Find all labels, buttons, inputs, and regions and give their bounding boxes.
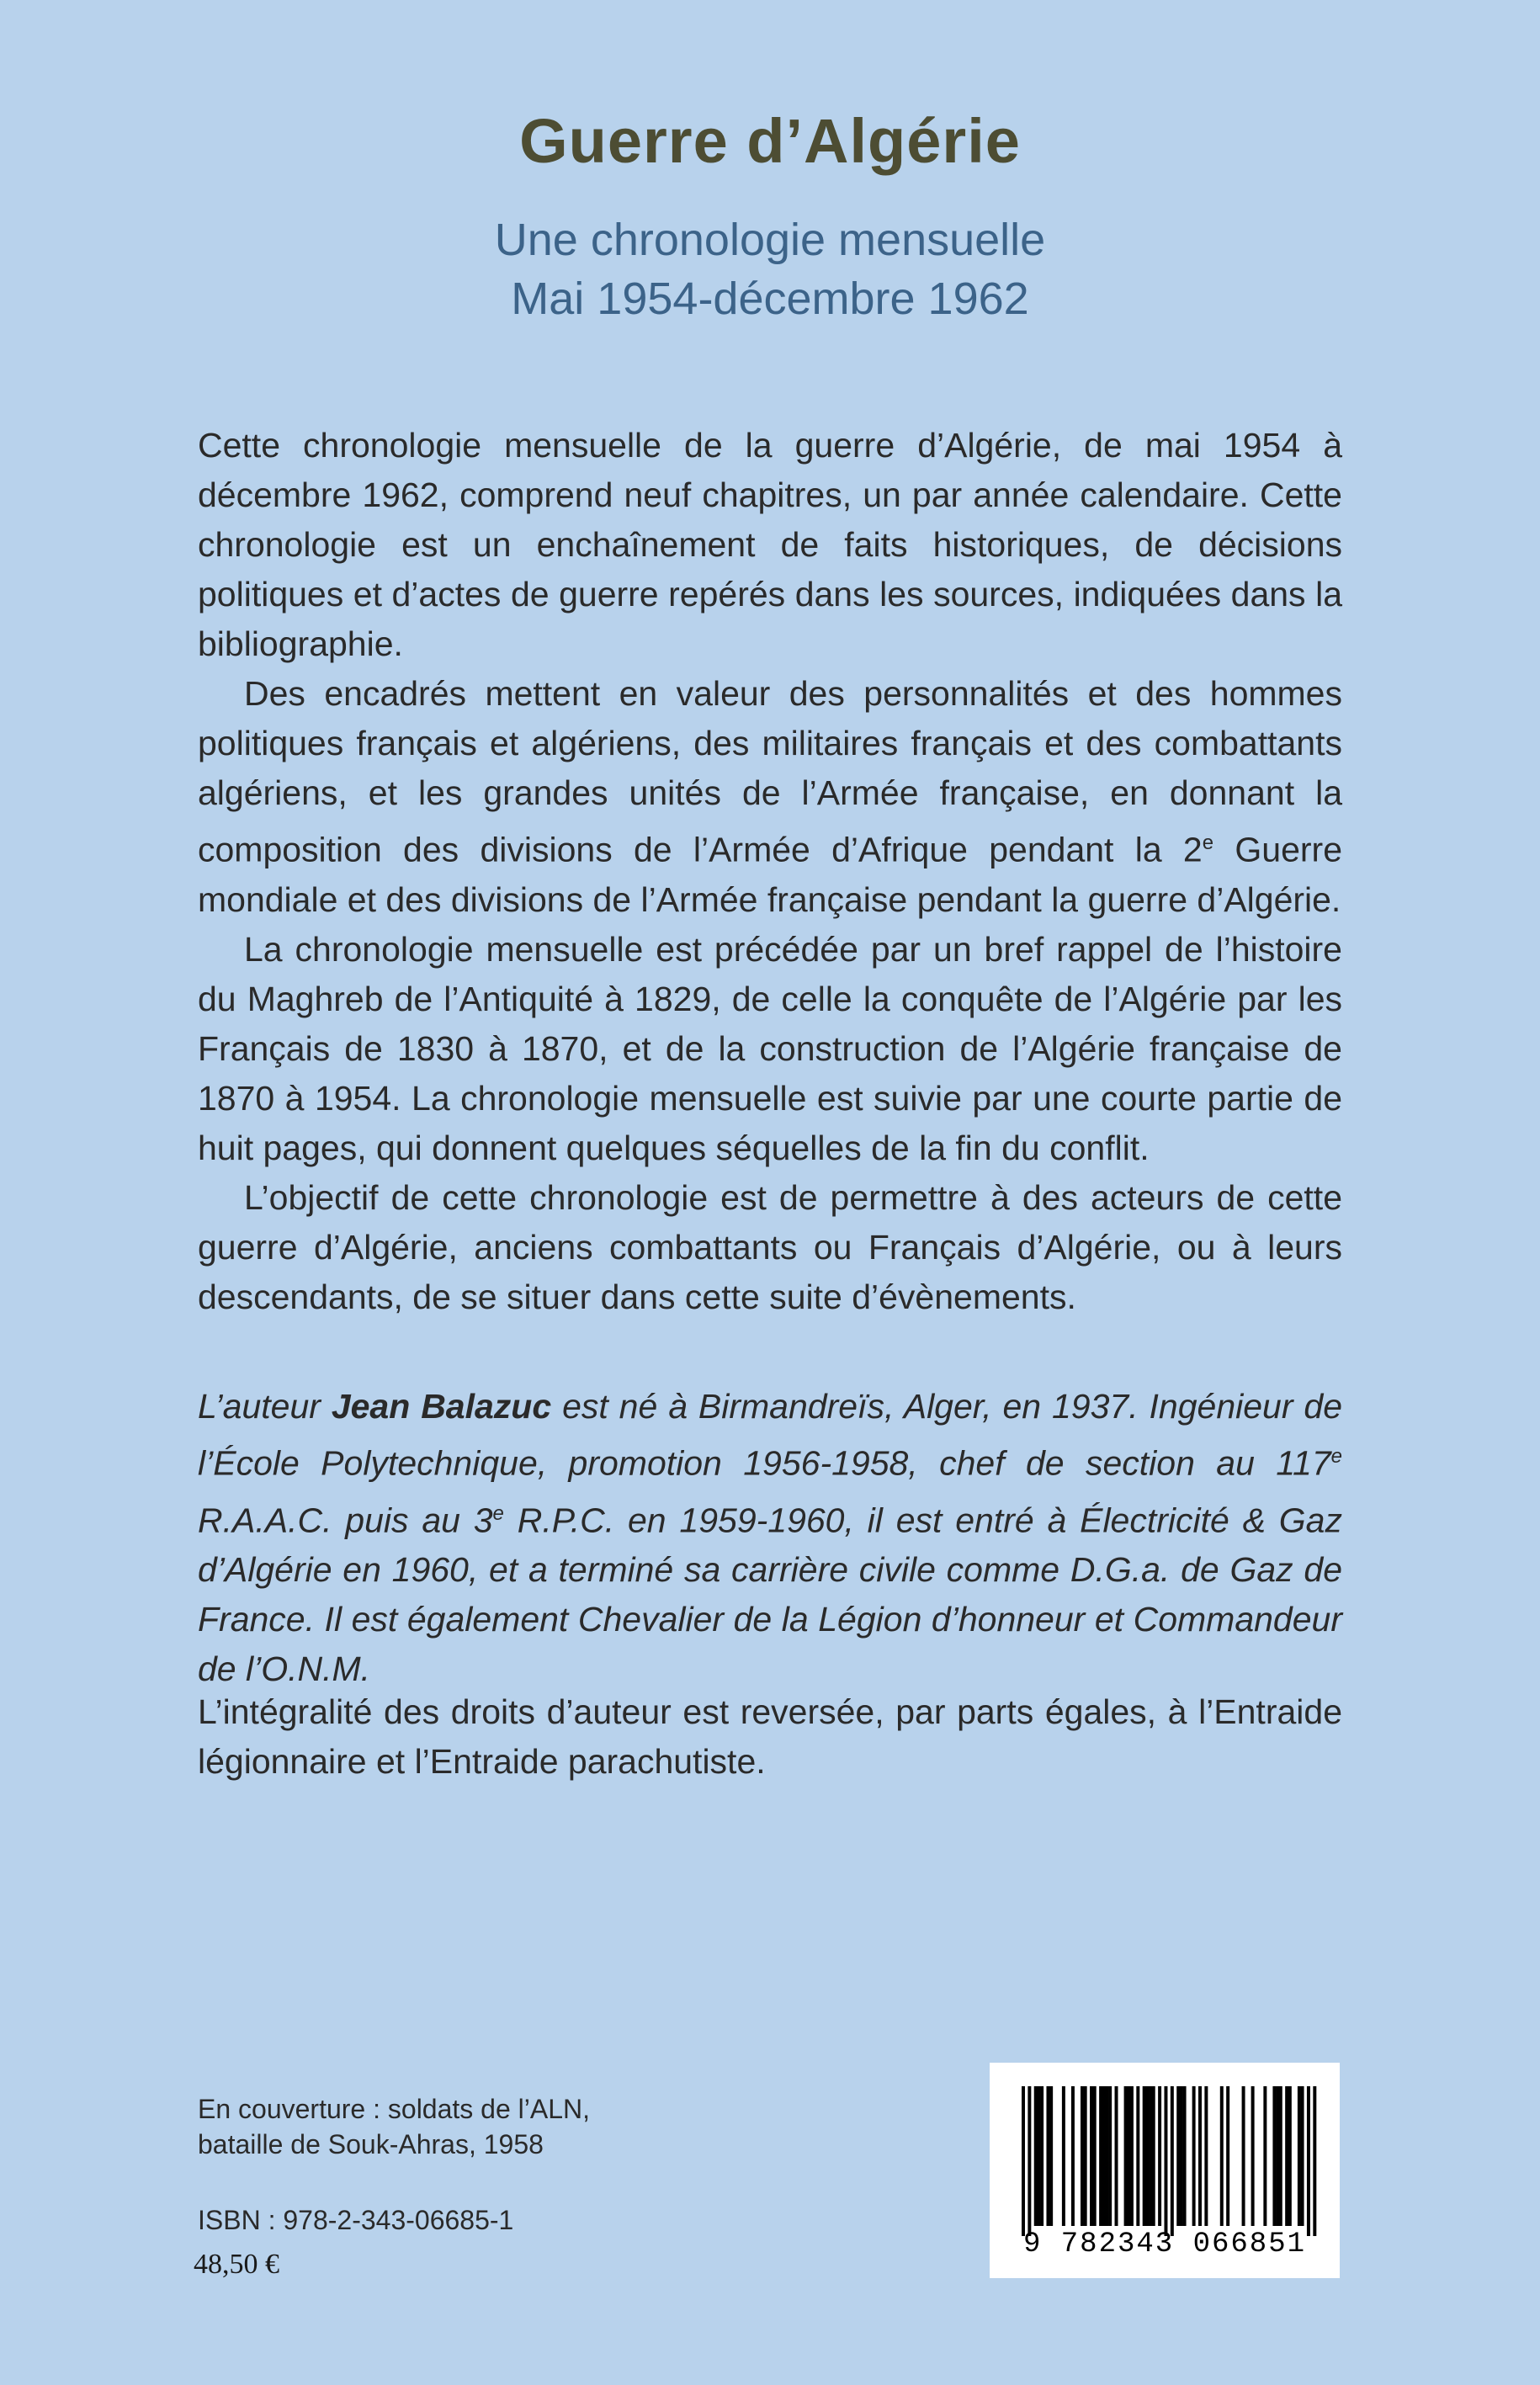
- barcode-bar: [1037, 2086, 1040, 2226]
- barcode-bar: [1242, 2086, 1245, 2226]
- barcode-bar: [1081, 2086, 1084, 2226]
- barcode-bar: [1288, 2086, 1292, 2226]
- barcode-bar: [1152, 2086, 1155, 2226]
- barcode-bar: [1226, 2086, 1229, 2226]
- blurb-paragraph-2-b: Guerre mondiale et des divisions de l’Armée française pendant la guerre d’Algérie.: [198, 830, 1343, 919]
- blurb-paragraph-1: Cette chronologie mensuelle de la guerre d’Algérie, de mai 1954 à décembre 1962, comprend neuf chapitres, un par année calendaire. Cette chronologie est un enchaînement de faits historiques, de décisions politiques et d’actes de guerre repérés dans les sources, indiquées dans la bibliographie.: [198, 426, 1342, 663]
- author-bio: [198, 1382, 1342, 1694]
- superscript: e: [492, 1501, 504, 1525]
- barcode-bar: [1062, 2086, 1065, 2226]
- barcode-bar: [1192, 2086, 1196, 2226]
- cover-credit: [198, 2091, 590, 2162]
- barcode-bar: [1183, 2086, 1187, 2226]
- barcode-bar: [1102, 2086, 1106, 2226]
- barcode-bar: [1301, 2086, 1304, 2226]
- barcode-bar: [1149, 2086, 1152, 2226]
- barcode-bar: [1298, 2086, 1301, 2226]
- barcode-bar: [1099, 2086, 1102, 2226]
- barcode-bar: [1198, 2086, 1202, 2226]
- barcode: [990, 2063, 1340, 2278]
- author-bio-part-3: R.P.C. en 1959-1960, il est entré à Électricité & Gaz d’Algérie en 1960, et a terminé sa carrière civile comme D.G.a. de Gaz de France. Il est également Chevalier de la Légion d’honneur et Commandeur de l’O.N.M.: [198, 1501, 1342, 1689]
- blurb-paragraph-3: La chronologie mensuelle est précédée par un bref rappel de l’histoire du Maghreb de l’Antiquité à 1829, de celle la conquête de l’Algérie par les Français de 1830 à 1870, et de la construction de l’Algérie française de 1870 à 1954. La chronologie mensuelle est suivie par une courte partie de huit pages, qui donnent quelques séquelles de la fin du conflit.: [198, 929, 1342, 1167]
- barcode-bar: [1028, 2086, 1031, 2236]
- isbn: ISBN : 978-2-343-06685-1: [198, 2205, 514, 2235]
- barcode-bar: [1279, 2086, 1282, 2226]
- subtitle-line-1: Une chronologie mensuelle: [494, 215, 1046, 265]
- book-subtitle: [0, 210, 1540, 328]
- barcode-bar: [1180, 2086, 1183, 2226]
- barcode-bar: [1071, 2086, 1075, 2226]
- blurb-paragraph-2: [198, 669, 1342, 925]
- barcode-bar: [1176, 2086, 1180, 2226]
- barcode-bar: [1090, 2086, 1093, 2226]
- cover-credit-line-2: bataille de Souk-Ahras, 1958: [198, 2129, 544, 2159]
- superscript: e: [1330, 1445, 1342, 1468]
- barcode-bar: [1105, 2086, 1108, 2226]
- barcode-bar: [1136, 2086, 1139, 2226]
- barcode-bar: [1108, 2086, 1112, 2226]
- subtitle-line-2: Mai 1954-décembre 1962: [511, 274, 1029, 324]
- barcode-bar: [1040, 2086, 1043, 2226]
- barcode-bar: [1084, 2086, 1087, 2226]
- blurb-paragraph-2-a: Des encadrés mettent en valeur des personnalités et des hommes politiques français et algériens, des militaires français et des combattants algériens, et les grandes unités de l’Armée française, en donnant la composition des divisions de l’Armée d’Afrique pendant la 2: [198, 674, 1342, 869]
- barcode-bar: [1130, 2086, 1134, 2226]
- blurb: [198, 421, 1342, 1322]
- barcode-bar: [1022, 2086, 1025, 2236]
- cover-credit-line-1: En couverture : soldats de l’ALN,: [198, 2094, 591, 2124]
- barcode-bar: [1143, 2086, 1146, 2226]
- barcode-bar: [1204, 2086, 1208, 2226]
- barcode-bar: [1158, 2086, 1161, 2226]
- barcode-bar: [1115, 2086, 1118, 2226]
- author-bio-part-1: est né à Birmandreïs, Alger, en 1937. Ingénieur de l’École Polytechnique, promotion 1956-1958, chef de section au 117: [198, 1387, 1343, 1483]
- barcode-bar: [1263, 2086, 1267, 2226]
- author-bio-part-2: R.A.A.C. puis au 3: [198, 1501, 493, 1540]
- barcode-bar: [1285, 2086, 1288, 2226]
- superscript: e: [1202, 831, 1214, 854]
- barcode-bar: [1145, 2086, 1149, 2226]
- barcode-bar: [1164, 2086, 1167, 2236]
- barcode-bar: [1220, 2086, 1224, 2226]
- author-name: Jean Balazuc: [331, 1387, 552, 1426]
- barcode-bar: [1124, 2086, 1128, 2226]
- barcode-bar: [1171, 2086, 1174, 2236]
- barcode-bar: [1276, 2086, 1279, 2226]
- barcode-bar: [1046, 2086, 1049, 2226]
- barcode-bar: [1127, 2086, 1130, 2226]
- price: 48,50 €: [194, 2249, 279, 2280]
- book-title: Guerre d’Algérie: [519, 106, 1021, 176]
- blurb-paragraph-4: L’objectif de cette chronologie est de permettre à des acteurs de cette guerre d’Algérie, anciens combattants ou Français d’Algérie, ou à leurs descendants, de se situer dans cette suite d’évènements.: [198, 1177, 1342, 1316]
- barcode-digits: 9 782343 066851: [1022, 2228, 1307, 2260]
- barcode-bar: [1272, 2086, 1276, 2226]
- barcode-bar: [1307, 2086, 1310, 2236]
- barcode-bar: [1049, 2086, 1053, 2226]
- barcode-bar: [1034, 2086, 1038, 2226]
- barcode-bar: [1313, 2086, 1316, 2236]
- barcode-bar: [1093, 2086, 1097, 2226]
- barcode-bar: [1251, 2086, 1255, 2226]
- author-intro: L’auteur: [198, 1387, 332, 1426]
- rights-notice: L’intégralité des droits d’auteur est reversée, par parts égales, à l’Entraide légionnaire et l’Entraide parachutiste.: [198, 1692, 1342, 1781]
